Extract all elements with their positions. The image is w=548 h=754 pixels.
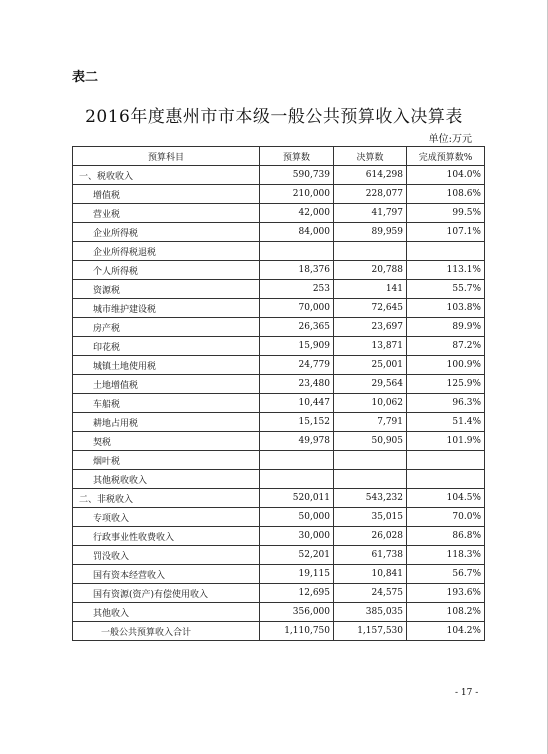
cell-actual: 35,015 [334,508,407,527]
cell-actual: 41,797 [334,204,407,223]
cell-subject: 专项收入 [73,508,260,527]
cell-rate [407,451,485,470]
cell-budget: 12,695 [260,584,334,603]
cell-rate [407,470,485,489]
cell-rate: 55.7% [407,280,485,299]
cell-budget: 70,000 [260,299,334,318]
table-row [73,356,485,375]
cell-budget: 253 [260,280,334,299]
table-row [73,451,485,470]
cell-rate [407,242,485,261]
cell-subject: 二、非税收入 [73,489,260,508]
budget-table [72,146,485,641]
table-row [73,413,485,432]
cell-actual [334,242,407,261]
table-row [73,470,485,489]
cell-rate: 118.3% [407,546,485,565]
cell-subject: 城市维护建设税 [73,299,260,318]
cell-actual: 543,232 [334,489,407,508]
cell-rate: 103.8% [407,299,485,318]
cell-rate: 104.2% [407,622,485,641]
table-row [73,565,485,584]
header-subject: 预算科目 [73,147,260,166]
cell-rate: 125.9% [407,375,485,394]
cell-actual: 50,905 [334,432,407,451]
cell-subject: 行政事业性收费收入 [73,527,260,546]
cell-budget [260,451,334,470]
table-row [73,337,485,356]
cell-subject: 增值税 [73,185,260,204]
cell-budget [260,470,334,489]
cell-actual: 385,035 [334,603,407,622]
cell-actual: 10,841 [334,565,407,584]
cell-subject: 国有资源(资产)有偿使用收入 [73,584,260,603]
cell-subject: 烟叶税 [73,451,260,470]
cell-budget: 49,978 [260,432,334,451]
table-row [73,546,485,565]
cell-rate: 87.2% [407,337,485,356]
table-row [73,584,485,603]
cell-subject: 其他税收收入 [73,470,260,489]
cell-budget: 23,480 [260,375,334,394]
cell-budget: 30,000 [260,527,334,546]
cell-rate: 193.6% [407,584,485,603]
cell-budget: 15,152 [260,413,334,432]
table-row [73,185,485,204]
cell-subject: 城镇土地使用税 [73,356,260,375]
cell-subject: 国有资本经营收入 [73,565,260,584]
cell-subject: 罚没收入 [73,546,260,565]
cell-budget: 520,011 [260,489,334,508]
cell-subject: 一般公共预算收入合计 [73,622,260,641]
header-budget: 预算数 [260,147,334,166]
cell-actual: 20,788 [334,261,407,280]
cell-subject: 其他收入 [73,603,260,622]
table-row [73,527,485,546]
cell-budget: 10,447 [260,394,334,413]
cell-actual: 614,298 [334,166,407,185]
cell-rate: 99.5% [407,204,485,223]
table-label: 表二 [72,70,99,85]
table-row [73,223,485,242]
table-row [73,261,485,280]
table-row [73,280,485,299]
cell-rate: 96.3% [407,394,485,413]
cell-actual: 26,028 [334,527,407,546]
table-row [73,318,485,337]
cell-rate: 56.7% [407,565,485,584]
cell-budget: 590,739 [260,166,334,185]
table-row [73,622,485,641]
cell-actual: 23,697 [334,318,407,337]
table-row [73,603,485,622]
cell-budget: 356,000 [260,603,334,622]
cell-rate: 101.9% [407,432,485,451]
cell-budget: 15,909 [260,337,334,356]
cell-rate: 86.8% [407,527,485,546]
cell-subject: 企业所得税退税 [73,242,260,261]
document-title: 2016年度惠州市市本级一般公共预算收入决算表 [85,107,463,127]
header-rate: 完成预算数% [407,147,485,166]
cell-budget: 52,201 [260,546,334,565]
cell-subject: 企业所得税 [73,223,260,242]
cell-rate: 100.9% [407,356,485,375]
header-actual: 决算数 [334,147,407,166]
cell-subject: 土地增值税 [73,375,260,394]
cell-actual: 61,738 [334,546,407,565]
cell-subject: 印花税 [73,337,260,356]
cell-budget: 210,000 [260,185,334,204]
cell-actual: 141 [334,280,407,299]
cell-actual: 25,001 [334,356,407,375]
cell-rate: 104.0% [407,166,485,185]
cell-budget: 1,110,750 [260,622,334,641]
cell-actual: 72,645 [334,299,407,318]
table-row [73,394,485,413]
cell-rate: 70.0% [407,508,485,527]
table-row [73,242,485,261]
cell-actual [334,451,407,470]
cell-rate: 89.9% [407,318,485,337]
cell-budget: 18,376 [260,261,334,280]
cell-budget [260,242,334,261]
cell-actual: 29,564 [334,375,407,394]
table-row [73,299,485,318]
table-row [73,508,485,527]
cell-subject: 车船税 [73,394,260,413]
cell-actual: 13,871 [334,337,407,356]
unit-note: 单位:万元 [428,134,472,145]
cell-actual: 1,157,530 [334,622,407,641]
table-row [73,166,485,185]
table-row [73,375,485,394]
cell-rate: 104.5% [407,489,485,508]
page-number: - 17 - [455,688,479,698]
cell-budget: 19,115 [260,565,334,584]
cell-budget: 42,000 [260,204,334,223]
cell-rate: 108.2% [407,603,485,622]
cell-actual: 24,575 [334,584,407,603]
cell-budget: 50,000 [260,508,334,527]
table-row [73,489,485,508]
cell-subject: 耕地占用税 [73,413,260,432]
table-row [73,432,485,451]
cell-subject: 房产税 [73,318,260,337]
cell-rate: 107.1% [407,223,485,242]
cell-subject: 契税 [73,432,260,451]
cell-actual: 10,062 [334,394,407,413]
cell-budget: 84,000 [260,223,334,242]
cell-budget: 26,365 [260,318,334,337]
cell-rate: 108.6% [407,185,485,204]
cell-actual [334,470,407,489]
header-row [73,147,485,166]
cell-budget: 24,779 [260,356,334,375]
cell-rate: 113.1% [407,261,485,280]
table-row [73,204,485,223]
table-body [73,166,485,641]
cell-subject: 一、税收收入 [73,166,260,185]
cell-subject: 营业税 [73,204,260,223]
cell-rate: 51.4% [407,413,485,432]
cell-actual: 228,077 [334,185,407,204]
cell-actual: 7,791 [334,413,407,432]
cell-subject: 资源税 [73,280,260,299]
cell-subject: 个人所得税 [73,261,260,280]
cell-actual: 89,959 [334,223,407,242]
